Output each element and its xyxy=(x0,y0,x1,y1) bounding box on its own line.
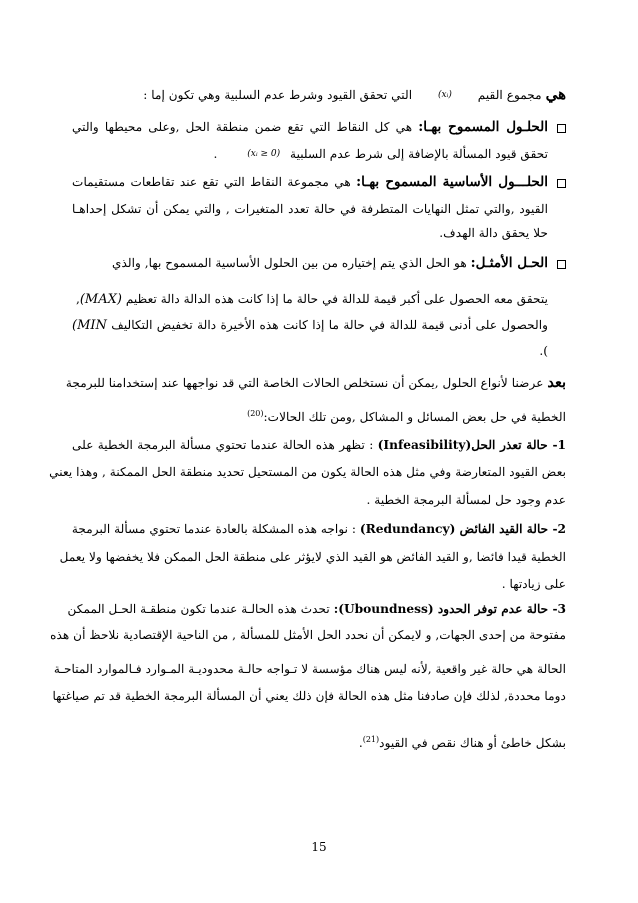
feasible-line-1 xyxy=(72,119,548,135)
optimal-line-1 xyxy=(112,255,548,271)
bullet-icon xyxy=(557,260,566,269)
case2-text-2: الخطية قيدا فائضا ,و القيد الفائض هو القيد الذي لايؤثر على منطقة الحل الممكن فلا يخفضها ولا يعمل xyxy=(59,550,566,564)
feasible-text-1: هي كل النقاط التي تقع ضمن منطقة الحل ,وعلى محيطها والتي xyxy=(72,120,413,134)
case3-line-5 xyxy=(359,732,566,751)
case1-text-2: بعض القيود المتعارضة وفي مثل هذه الحالة يكون من المستحيل تحديد منطقة الحل الممكنة , وهذا يعني xyxy=(49,465,566,479)
case1-line-2 xyxy=(49,464,566,480)
feasible-text-2: تحقق قيود المسألة بالإضافة إلى شرط عدم السلبية xyxy=(290,147,548,161)
cases-intro-lead: بعد xyxy=(547,374,566,391)
feasible-head: الحلـول المسموح بهـا: xyxy=(418,119,548,135)
basic-line-3 xyxy=(439,225,548,241)
optimal-line-3 xyxy=(72,317,548,334)
optimal-text-4: ). xyxy=(539,344,548,358)
basic-text-1: هي مجموعة النقاط التي تقع عند تقاطعات مستقيمات xyxy=(72,175,351,189)
max-math: (MAX) xyxy=(79,292,122,307)
basic-text-2: القيود ,والتي تمثل النهايات المتطرفة في حالة تعدد المتغيرات , والتي يمكن أن تشكل إحداهـا xyxy=(72,202,548,216)
case3-text-4: دوما محددة, لذلك فإن صادفنا مثل هذه الحالة فإن ذلك يعني أن المسألة البرمجة الخطية قد تم صياغتها xyxy=(52,689,566,703)
cases-intro-line-1 xyxy=(65,374,566,391)
feasible-math: (xᵢ ≥ 0) xyxy=(247,149,281,159)
case3-head: 3- حالة عدم توفر الحدود (Uboundness): xyxy=(333,602,566,616)
case1-line-3 xyxy=(367,492,566,508)
case2-head: 2- حالة القيد الفائض (Redundancy) xyxy=(359,522,566,536)
cases-intro-text-1: عرضنا لأنواع الحلول ,يمكن أن نستخلص الحالات الخاصة التي قد نواجهها عند إستخدامنا للبرمجة xyxy=(65,376,544,390)
case1-line-1 xyxy=(72,437,566,453)
case1-text-1: : تظهر هذه الحالة عندما تحتوي مسألة البرمجة الخطية على xyxy=(72,438,374,452)
cases-intro-text-2: الخطية في حل بعض المسائل و المشاكل ,ومن تلك الحالات: xyxy=(263,410,566,425)
intro-line xyxy=(143,86,566,103)
intro-lead: هي xyxy=(545,85,566,103)
footnote-ref: (21) xyxy=(362,735,380,744)
case1-head: 1- حالة تعذر الحل(Infeasibility) xyxy=(377,438,566,452)
optimal-text-2-end: , xyxy=(75,292,80,306)
intro-rest: التي تحقق القيود وشرط عدم السلبية وهي تكون إما : xyxy=(143,88,413,102)
page-number: 15 xyxy=(311,840,327,854)
optimal-text-1: هو الحل الذي يتم إختياره من بين الحلول الأساسية المسموح بها, والذي xyxy=(112,256,467,270)
basic-head: الحلـــول الأساسية المسموح بهـا: xyxy=(356,174,549,190)
feasible-line-2 xyxy=(214,146,549,162)
case3-line-3 xyxy=(53,661,566,677)
basic-text-3: حلا يحقق دالة الهدف. xyxy=(439,226,548,240)
optimal-line-2 xyxy=(76,291,548,308)
case3-line-1 xyxy=(67,601,566,617)
case3-text-5: بشكل خاطئ أو هناك نقص في القيود xyxy=(379,736,566,751)
optimal-text-2: يتحقق معه الحصول على أكبر قيمة للدالة في حالة ما إذا كانت هذه الدالة دالة تعظيم xyxy=(125,292,548,306)
min-math: (MIN xyxy=(72,318,107,333)
footnote-ref: (20) xyxy=(247,409,264,418)
bullet-icon xyxy=(557,124,566,133)
case2-line-3 xyxy=(502,576,566,592)
case2-line-1 xyxy=(72,521,566,537)
feasible-end: . xyxy=(213,147,218,161)
case1-text-3: عدم وجود حل لمسألة البرمجة الخطية . xyxy=(366,493,566,507)
basic-line-1 xyxy=(72,174,548,190)
optimal-line-4 xyxy=(539,343,548,359)
basic-line-2 xyxy=(72,201,548,217)
cases-intro-line-2 xyxy=(247,406,566,425)
optimal-head: الحـل الأمثـل: xyxy=(470,255,548,271)
case3-text-5-end: . xyxy=(358,736,363,751)
case3-text-3: الحالة هي حالة غير واقعية ,لأنه ليس هناك مؤسسة لا تـواجه حالـة محدوديـة المـوارد فـالموارد المتاحـة xyxy=(53,662,566,676)
case3-text-2: مفتوحة من إحدى الجهات, و لايمكن أن نحدد الحل الأمثل للمسألة , من الناحية الإقتصادية نلاحظ أن هذه xyxy=(50,628,566,642)
case2-text-1: : نواجه هذه المشكلة بالعادة عندما تحتوي مسألة البرمجة xyxy=(71,522,356,536)
case2-line-2 xyxy=(59,549,566,565)
intro-text: مجموع القيم xyxy=(477,88,542,102)
intro-math: (xᵢ) xyxy=(437,90,452,100)
case3-line-4 xyxy=(52,688,566,704)
optimal-text-3: والحصول على أدنى قيمة للدالة في حالة ما إذا كانت هذه الأخيرة دالة تخفيض التكاليف xyxy=(111,318,549,332)
bullet-icon xyxy=(557,179,566,188)
case3-text-1: تحدث هذه الحالـة عندما تكون منطقـة الحـل الممكن xyxy=(67,602,330,616)
case3-line-2 xyxy=(50,627,566,643)
case2-text-3: على زيادتها . xyxy=(501,577,566,591)
